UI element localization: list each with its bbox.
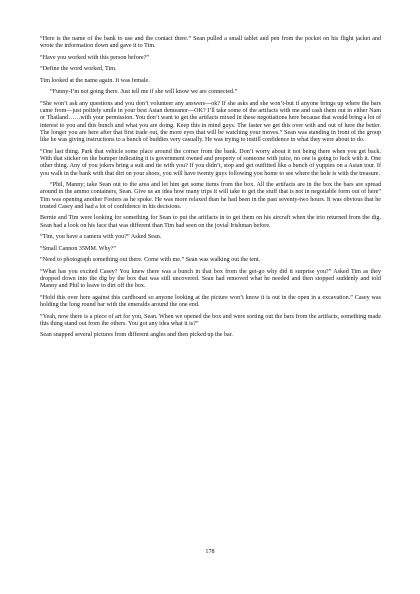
paragraph: “Need to photograph something out there. Come with me.” Sean was walking out the tent. <box>40 257 261 264</box>
paragraph: “Small Cannon 35MM. Why?” <box>40 245 117 252</box>
paragraph: “Hold this over here against this cardboard so anyone looking at the picture won’t know it is out in the open in a excavation.” Casey was holding the long round bar with the emeralds around the one end. <box>40 294 381 309</box>
paragraph: “Phil, Manny; take Sean out to the area and let him get some items from the box. All the artifacts are in the box the bars are spread around in the ammo containers, Sean. Give us an idea how many trips it will take to get the stuff that is not in negotiable form out of here” Tim was opening another Fosters as he spoke. He was more relaxed than he had been in the past seventy-two hours. It was obvious that he trusted Casey and had a lot of confidence in his decisions. <box>40 182 381 210</box>
paragraph: “Have you worked with this person before?” <box>40 54 149 61</box>
paragraph: “Tim, you have a camera with you?” Asked Sean. <box>40 234 162 241</box>
paragraph: “One last thing. Park that vehicle some place around the corner from the bank. Don’t worry about it not being there when you get back. With that sticker on the bumper indicating it is government owned and property of someone with juice, no one is going to fuck with it. One other thing. Any of you jokers bring a suit and tie with you? If you didn’t, stop and get outfitted like a bunch of yuppies on a Asian tour. If you walk in the bank with that dirt on your shoes, you will have twenty guys following you home to see where the hole is with the treasure. <box>40 148 381 177</box>
page-number: 178 <box>205 549 215 555</box>
paragraph: “What has you excited Casey? You knew there was a bunch in that box from the get-go why did it surprise you?” Asked Tim as they dropped down into the dig by the box that was still uncovered. Sean had removed what he needed and then stopped suddenly and told Manny and Phil to leave to dirt off the box. <box>40 268 381 290</box>
paragraph: “Yeah, now there is a piece of art for you, Sean. When we opened the box and were sorting out the bars from the artifacts, something made this thing stand out from the others. You got any idea what it is?” <box>40 313 381 327</box>
paragraph: “She won’t ask any questions and you don’t volunteer any answers—ok? If she asks and she won’t-but if anyone brings up where the bars came from—just politely smile in your best Asian demeanor—OK? I’ll take some of the artifacts with me and cash them out in either Nam or Thailand……with your permission. You don’t want to get the artifacts mixed in these negotiations here because that would bring a lot of interest to you and this bunch and what you are doing. Keep this in mind guys. The faster we get this over with and out of here the better. The longer you are here after that first trade out, the more eyes that will be watching your moves.” Sean was standing in front of the group like he was giving instructions to a bunch of buddies very casually. He was trying to instill confidence in what they were about to do. <box>40 100 381 144</box>
paragraph: Bernie and Tim were looking for something for Sean to put the artifacts in to get them on his aircraft when the trio returned from the dig. Sean had a look on his face that was different than Tim had seen on the jovial Irishman before. <box>40 215 381 229</box>
paragraph: “Here is the name of the bank to use and the contact there.” Sean pulled a small tablet and pen from the pocket on his flight jacket and wrote the information down and gave it to Tim. <box>40 36 381 50</box>
paragraph: “Funny-I’m not going there. Just tell me if she will know we are connected.” <box>50 89 238 96</box>
paragraph: Tim looked at the name again. It was female. <box>40 77 150 84</box>
paragraph: Sean snapped several pictures from different angles and then picked up the bar. <box>40 332 233 339</box>
page-body <box>40 36 381 344</box>
paragraph: “Define the word worked, Tim. <box>40 66 117 73</box>
